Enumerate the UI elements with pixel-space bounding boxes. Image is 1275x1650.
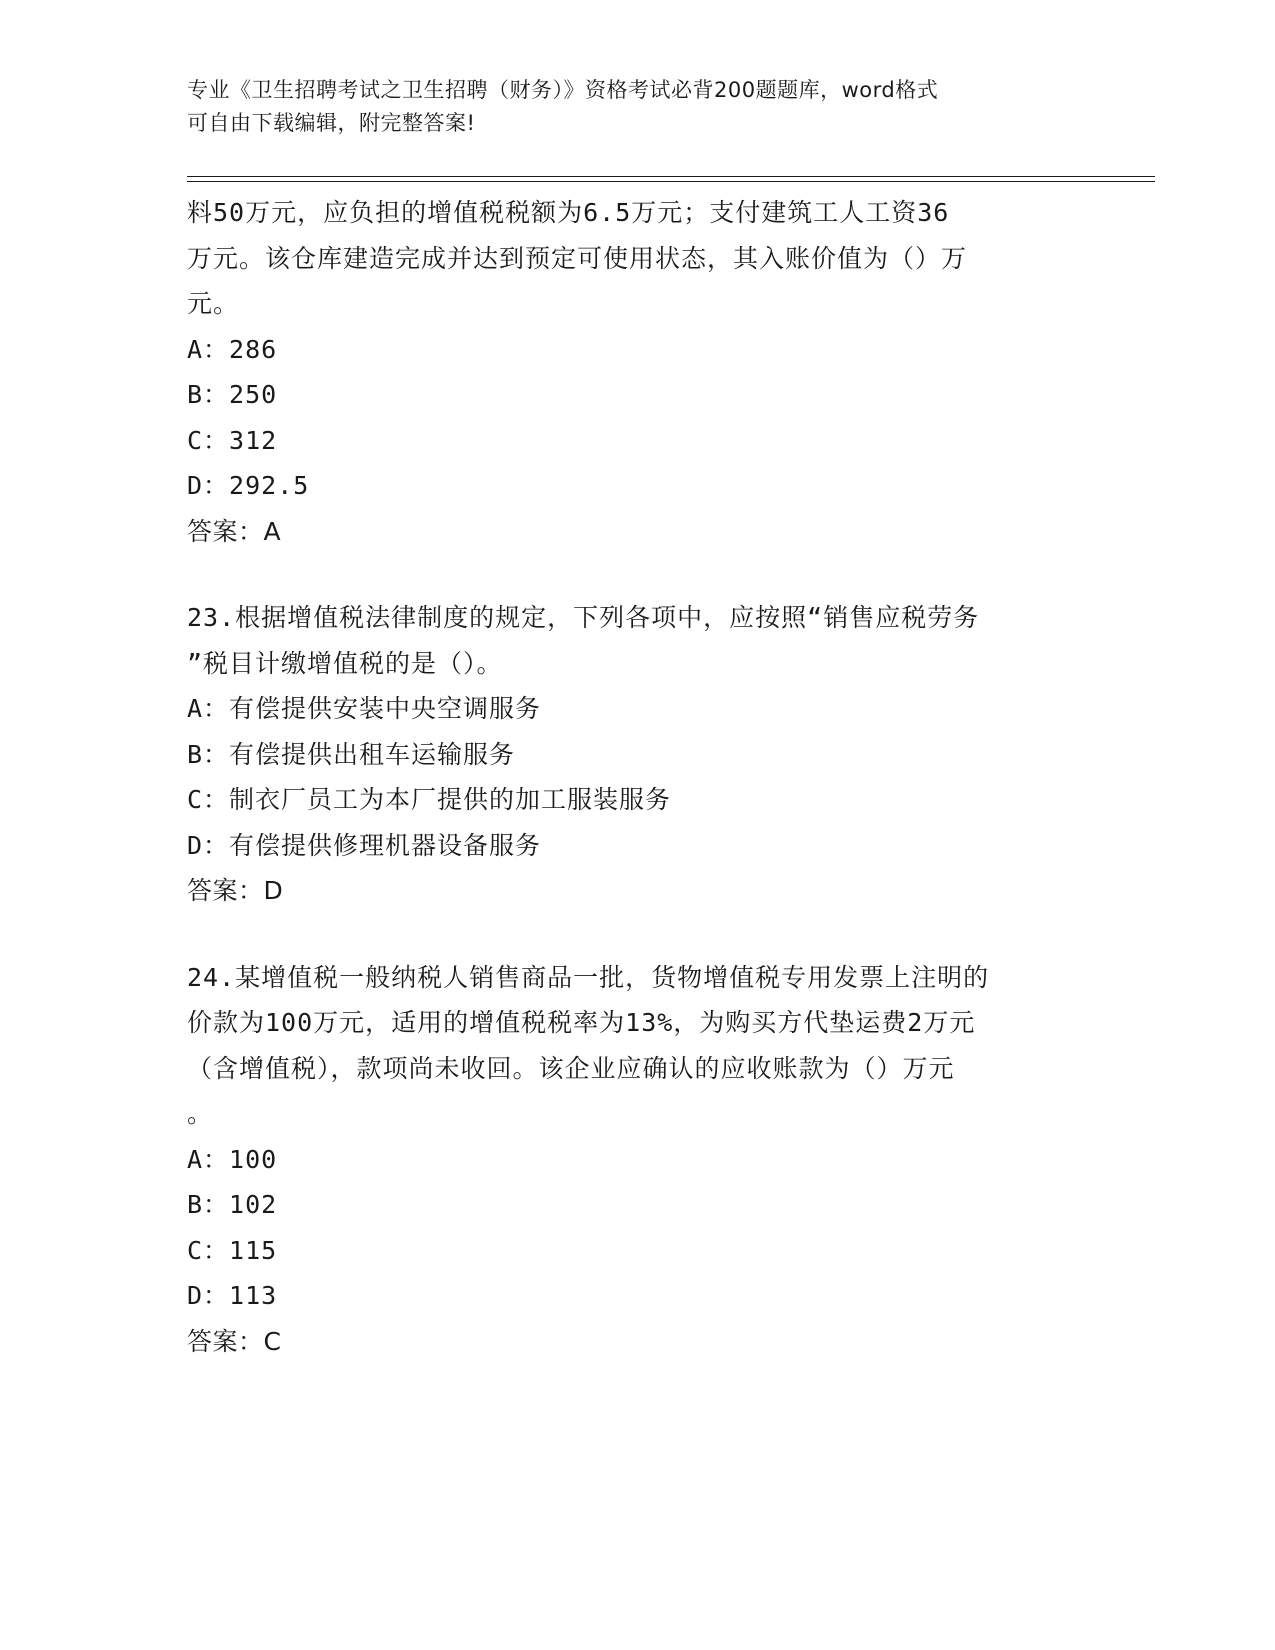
question-stem-line: 元。 — [187, 289, 240, 318]
question-24 — [187, 955, 1087, 1365]
option-d: D：292.5 — [187, 471, 310, 500]
question-stem-line: 价款为100万元，适用的增值税税率为13%，为购买方代垫运费2万元 — [187, 1008, 976, 1037]
question-stem-line: 23.根据增值税法律制度的规定，下列各项中，应按照“销售应税劳务 — [187, 603, 980, 632]
question-stem-line: 万元。该仓库建造完成并达到预定可使用状态，其入账价值为（）万 — [187, 243, 968, 273]
answer-line: 答案：C — [187, 1326, 282, 1356]
question-stem-line: 24.某增值税一般纳税人销售商品一批，货物增值税专用发票上注明的 — [187, 962, 990, 992]
answer-line: 答案：A — [187, 516, 282, 546]
option-a: A：286 — [187, 334, 278, 364]
header-divider-top — [187, 176, 1155, 177]
question-22 — [187, 190, 1087, 554]
option-b: B：250 — [187, 380, 278, 409]
header-title-line-2: 可自由下载编辑，附完整答案! — [187, 111, 476, 135]
document-header — [187, 74, 1087, 140]
question-spacer — [187, 914, 1087, 955]
header-divider-bottom — [187, 181, 1155, 182]
option-b: B：102 — [187, 1190, 278, 1219]
question-list — [187, 190, 1087, 1364]
option-c: C：115 — [187, 1235, 278, 1265]
question-spacer — [187, 554, 1087, 595]
header-title-line-1: 专业《卫生招聘考试之卫生招聘（财务）》资格考试必背200题题库，word格式 — [187, 78, 939, 102]
option-a: A：有偿提供安装中央空调服务 — [187, 694, 542, 723]
option-a: A：100 — [187, 1144, 278, 1174]
option-c: C：制衣厂员工为本厂提供的加工服装服务 — [187, 785, 672, 814]
question-stem-line: ”税目计缴增值税的是（）。 — [187, 648, 503, 678]
answer-line: 答案：D — [187, 876, 284, 905]
question-stem-line: （含增值税），款项尚未收回。该企业应确认的应收账款为（）万元 — [187, 1053, 955, 1083]
question-23 — [187, 595, 1087, 914]
option-b: B：有偿提供出租车运输服务 — [187, 739, 516, 769]
question-stem-line: 料50万元，应负担的增值税税额为6.5万元；支付建筑工人工资36 — [187, 198, 950, 227]
option-d: D：有偿提供修理机器设备服务 — [187, 830, 542, 860]
option-d: D：113 — [187, 1281, 278, 1310]
question-stem-line: 。 — [187, 1099, 214, 1128]
option-c: C：312 — [187, 425, 278, 455]
